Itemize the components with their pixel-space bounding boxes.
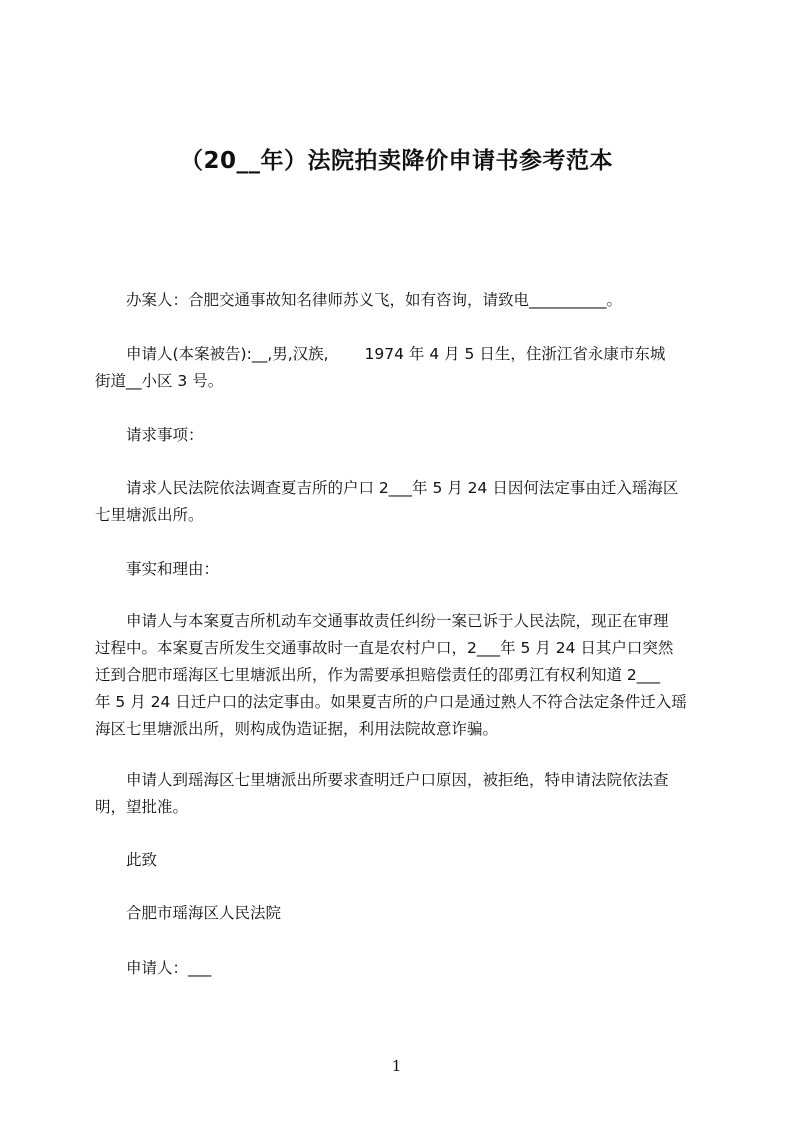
paragraph-line: 申请人到瑶海区七里塘派出所要求查明迁户口原因，被拒绝，特申请法院依法查 <box>95 771 669 789</box>
paragraph-line: 申请人与本案夏吉所机动车交通事故责任纠纷一案已诉于人民法院，现正在审理 <box>95 612 669 630</box>
paragraph-line: 过程中。本案夏吉所发生交通事故时一直是农村户口，2___年 5 月 24 日其户口突然 <box>95 639 674 657</box>
paragraph-applicant <box>95 341 699 395</box>
paragraph-line: 迁到合肥市瑶海区七里塘派出所，作为需要承担赔偿责任的邵勇江有权利知道 2___ <box>95 666 661 684</box>
section-heading-requests <box>95 422 699 449</box>
page-number: 1 <box>391 1057 402 1075</box>
paragraph-refusal <box>95 767 699 821</box>
paragraph-line: 此致 <box>95 851 158 869</box>
paragraph-request <box>95 475 699 529</box>
paragraph-line: 街道__小区 3 号。 <box>95 372 224 390</box>
section-heading-facts <box>95 556 699 583</box>
paragraph-line: 明，望批准。 <box>95 798 189 816</box>
addressee-court <box>95 900 699 927</box>
paragraph-line: 办案人：合肥交通事故知名律师苏义飞，如有咨询，请致电__________。 <box>95 291 623 309</box>
paragraph-facts <box>95 608 699 743</box>
paragraph-line: 事实和理由： <box>95 560 220 578</box>
paragraph-line: 合肥市瑶海区人民法院 <box>95 904 282 922</box>
document-title: （20__年）法院拍卖降价申请书参考范本 <box>179 148 613 174</box>
paragraph-handler <box>95 287 699 314</box>
paragraph-line: 申请人(本案被告):__,男,汉族, 1974 年 4 月 5 日生，住浙江省永康市东城 <box>95 345 666 363</box>
applicant-signature <box>95 955 699 982</box>
paragraph-line: 海区七里塘派出所，则构成伪造证据，利用法院故意诈骗。 <box>95 720 499 738</box>
closing-salutation <box>95 847 699 874</box>
paragraph-line: 七里塘派出所。 <box>95 506 204 524</box>
paragraph-line: 申请人：___ <box>95 959 212 977</box>
paragraph-line: 请求事项： <box>95 426 204 444</box>
paragraph-line: 请求人民法院依法调查夏吉所的户口 2___年 5 月 24 日因何法定事由迁入瑶海区 <box>95 479 679 497</box>
paragraph-line: 年 5 月 24 日迁户口的法定事由。如果夏吉所的户口是通过熟人不符合法定条件迁入瑶 <box>95 693 687 711</box>
